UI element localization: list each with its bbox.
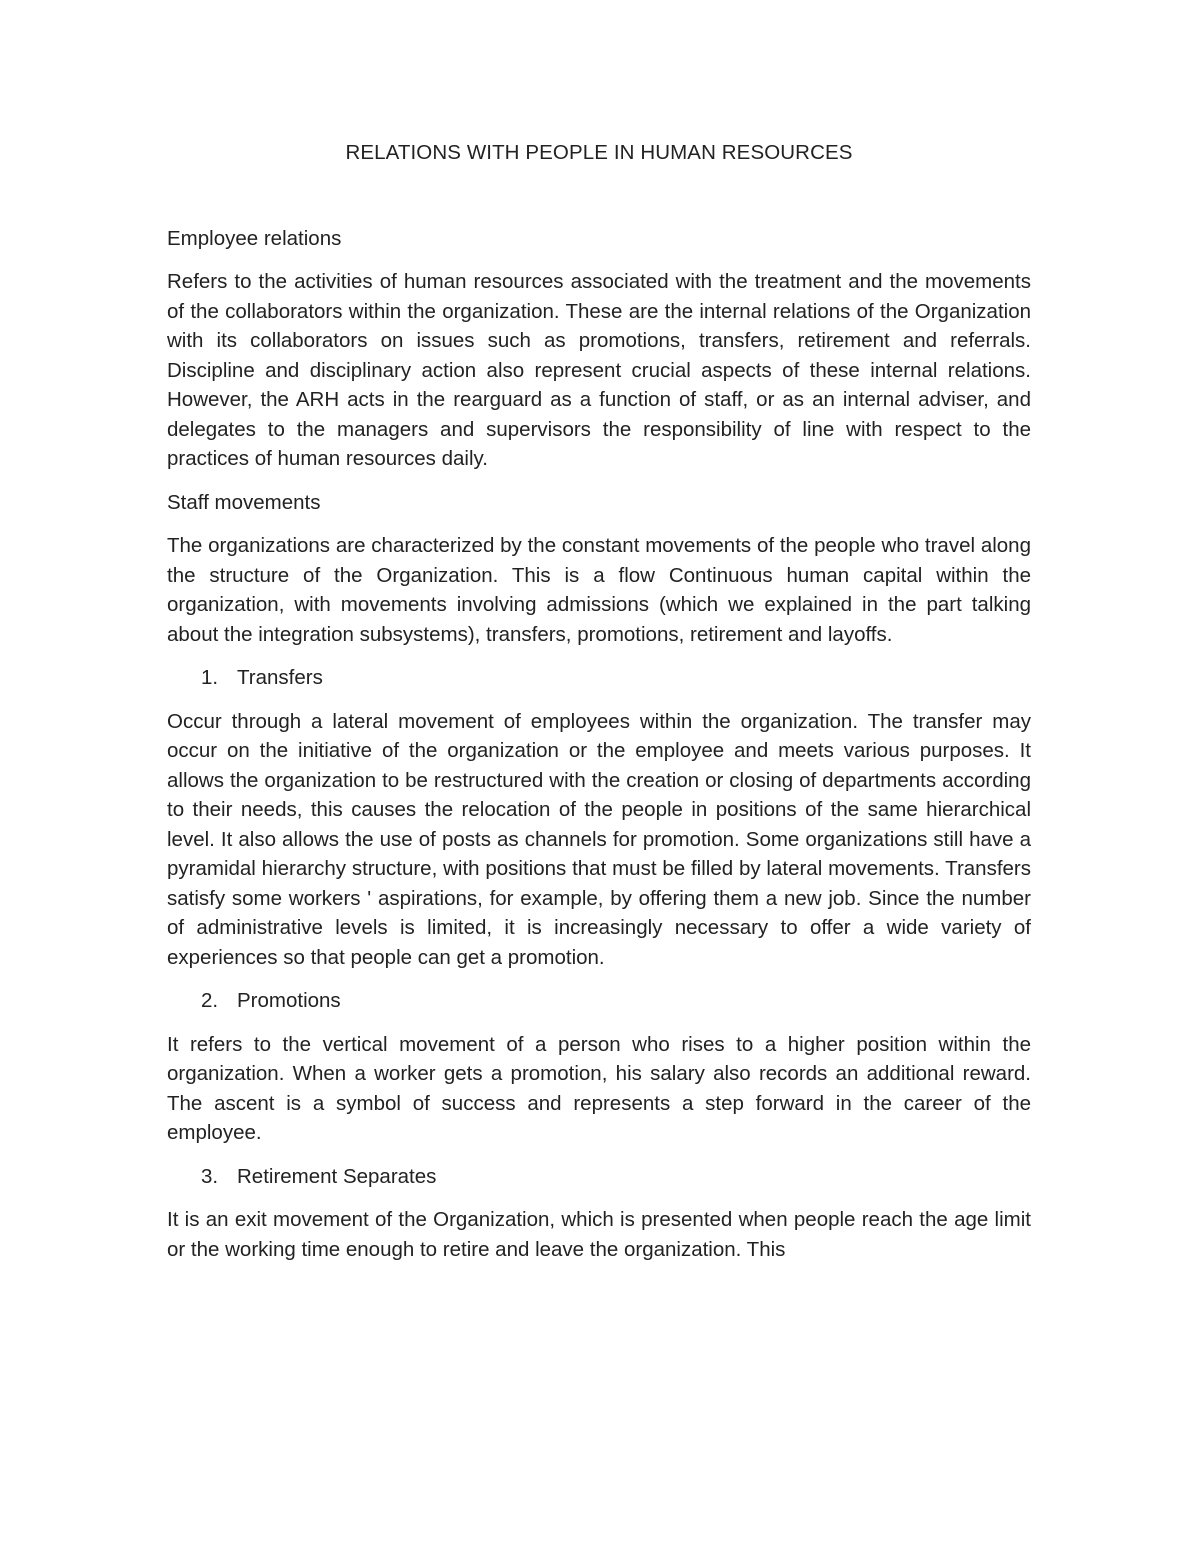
list-item-promotions: [167, 986, 1031, 1016]
list-item-transfers: [167, 663, 1031, 693]
section-heading-staff-movements: Staff movements: [167, 490, 321, 514]
list-heading-label: Promotions: [237, 989, 341, 1012]
section-body-transfers: Occur through a lateral movement of employees within the organization. The transfer may occur on the initiative of the organization or the employee and meets various purposes. It allows the organization to be restructured with the creation or closing of departments according to their needs, this causes the relocation of the people in positions of the same hierarchical level. It also allows the use of posts as channels for promotion. Some organizations still have a pyramidal hierarchy structure, with positions that must be filled by lateral movements. Transfers satisfy some workers ' aspirations, for example, by offering them a new job. Since the number of administrative levels is limited, it is increasingly necessary to offer a wide variety of experiences so that people can get a promotion.: [167, 709, 1031, 969]
page-content: [167, 138, 1031, 1278]
list-number: 2.: [201, 989, 219, 1012]
list-number: 1.: [201, 666, 219, 689]
list-item-retirement: [167, 1162, 1031, 1192]
section-body-employee-relations: Refers to the activities of human resources associated with the treatment and the movements of the collaborators within the organization. These are the internal relations of the Organization with its collaborators on issues such as promotions, transfers, retirement and referrals. Discipline and disciplinary action also represent crucial aspects of these internal relations. However, the ARH acts in the rearguard as a function of staff, or as an internal adviser, and delegates to the managers and supervisors the responsibility of line with respect to the practices of human resources daily.: [167, 270, 1031, 470]
section-body-promotions: It refers to the vertical movement of a person who rises to a higher position within the organization. When a worker gets a promotion, his salary also records an additional reward. The ascent is a symbol of success and represents a step forward in the career of the employee.: [167, 1032, 1031, 1144]
list-heading-label: Transfers: [237, 666, 323, 689]
section-body-retirement: It is an exit movement of the Organization, which is presented when people reach the age limit or the working time enough to retire and leave the organization. This: [167, 1208, 1031, 1261]
section-body-staff-movements: The organizations are characterized by the constant movements of the people who travel along the structure of the Organization. This is a flow Continuous human capital within the organization, with movements involving admissions (which we explained in the part talking about the integration subsystems), transfers, promotions, retirement and layoffs.: [167, 534, 1031, 646]
section-heading-employee-relations: Employee relations: [167, 226, 342, 250]
document-title: RELATIONS WITH PEOPLE IN HUMAN RESOURCES: [345, 141, 853, 164]
list-number: 3.: [201, 1164, 219, 1188]
list-heading-label: Retirement Separates: [237, 1164, 437, 1188]
